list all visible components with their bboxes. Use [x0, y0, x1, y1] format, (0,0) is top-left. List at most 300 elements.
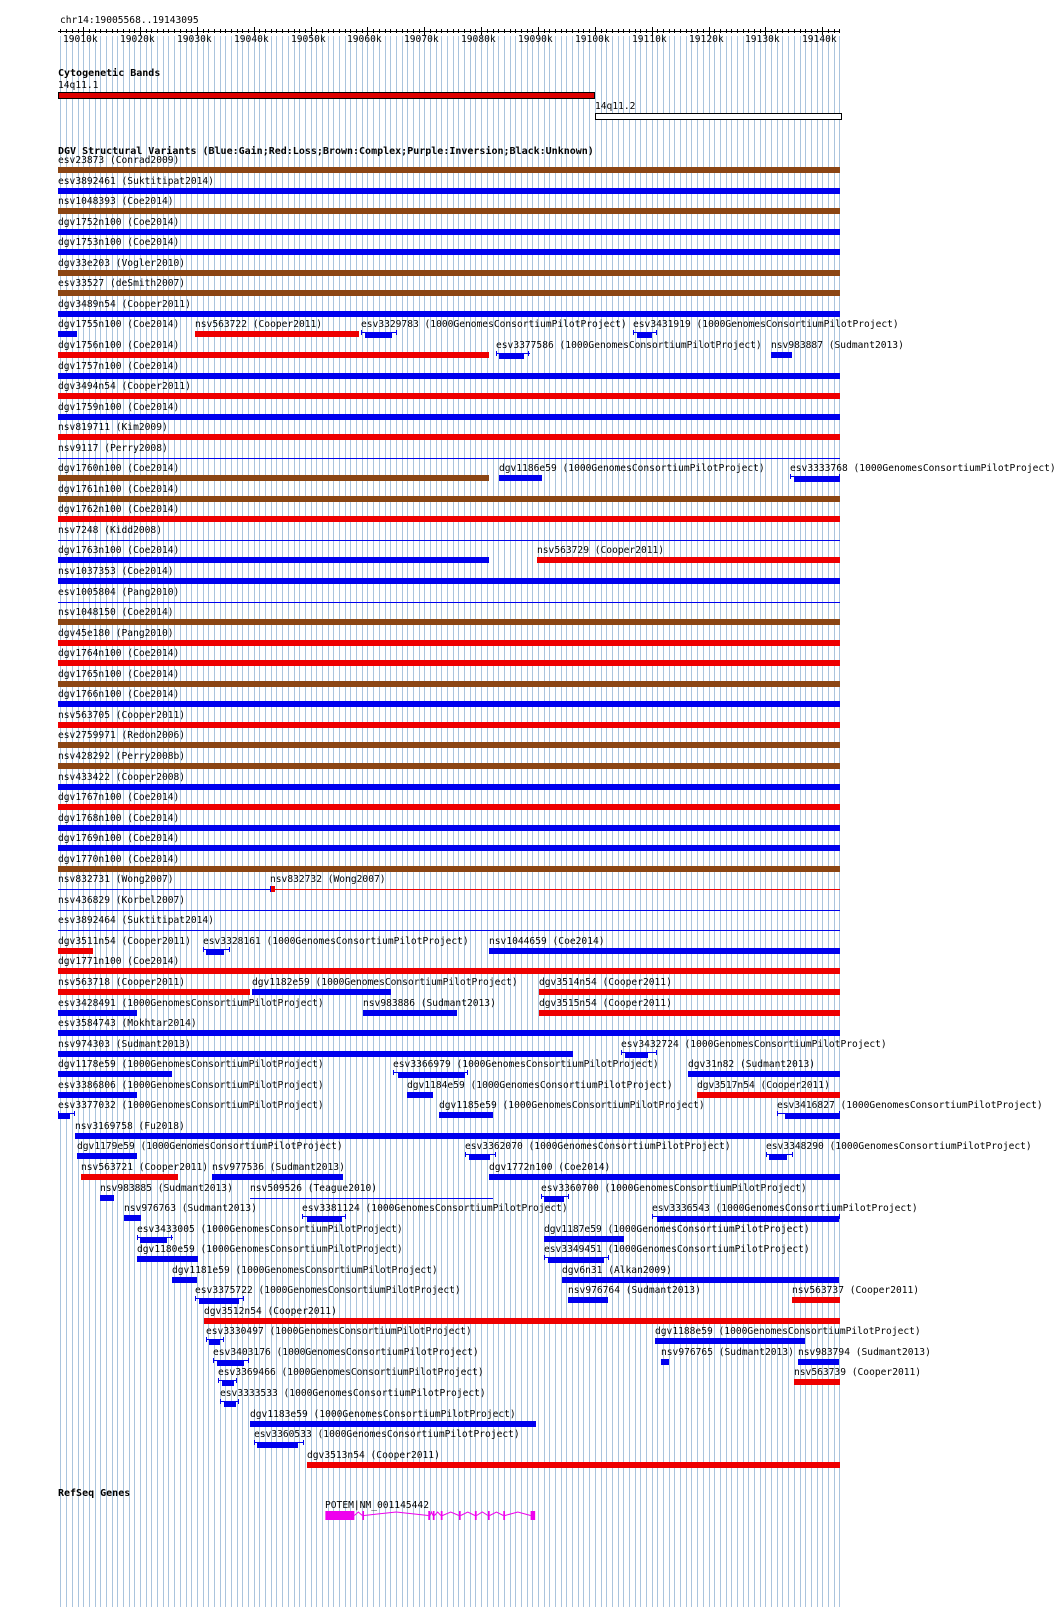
variant-bar[interactable] [489, 948, 840, 954]
gene-exon[interactable] [433, 1511, 435, 1520]
variant-block[interactable] [785, 1114, 840, 1119]
variant-block[interactable] [222, 1381, 234, 1386]
variant-bar[interactable] [58, 331, 77, 337]
variant-bar[interactable] [58, 1051, 573, 1057]
variant-bar[interactable] [58, 701, 840, 707]
gene-label: POTEM|NM_001145442 [325, 1500, 429, 1511]
ruler-minor-tick [839, 29, 840, 33]
ruler-minor-tick [760, 29, 761, 33]
variant-end-tick [303, 1440, 304, 1445]
variant-label: dgv3512n54 (Cooper2011) [204, 1306, 337, 1317]
variant-bar[interactable] [58, 578, 840, 584]
variant-label: dgv45e180 (Pang2010) [58, 628, 174, 639]
gene-exon[interactable] [531, 1511, 536, 1520]
variant-end-tick [790, 474, 791, 479]
variant-label: nsv1048150 (Coe2014) [58, 607, 174, 618]
variant-end-tick [656, 330, 657, 335]
variant-label: nsv1044659 (Coe2014) [489, 936, 605, 947]
variant-bar[interactable] [539, 989, 840, 995]
variant-bar[interactable] [58, 414, 840, 420]
ruler-minor-tick [720, 29, 721, 33]
ruler-tick-label: 19080k [461, 34, 496, 45]
variant-bar[interactable] [771, 352, 792, 358]
variant-bar[interactable] [58, 1010, 137, 1016]
variant-block[interactable] [58, 1114, 70, 1119]
variant-label: dgv1772n100 (Coe2014) [489, 1162, 611, 1173]
ruler-minor-tick [129, 29, 130, 33]
variant-label: esv3377586 (1000GenomesConsortiumPilotProject) [496, 340, 762, 351]
variant-bar[interactable] [798, 1359, 839, 1365]
variant-bar[interactable] [195, 331, 359, 337]
ruler-minor-tick [203, 29, 204, 33]
variant-bar[interactable] [58, 311, 840, 317]
ruler-minor-tick [385, 29, 386, 33]
ruler-tick-label: 19140k [802, 34, 837, 45]
variant-marker[interactable] [270, 886, 275, 892]
variant-bar[interactable] [58, 640, 840, 646]
variant-block[interactable] [544, 1197, 564, 1202]
variant-bar[interactable] [58, 458, 840, 459]
variant-end-tick [345, 1214, 346, 1219]
ruler-minor-tick [282, 29, 283, 33]
variant-label: nsv983886 (Sudmant2013) [363, 998, 496, 1009]
variant-bar[interactable] [58, 352, 489, 358]
variant-block[interactable] [307, 1217, 342, 1222]
variant-end-tick [467, 1070, 468, 1075]
variant-bar[interactable] [124, 1215, 141, 1221]
ruler-minor-tick [220, 29, 221, 33]
ruler-minor-tick [362, 29, 363, 33]
gene-exon[interactable] [503, 1511, 505, 1520]
ruler-minor-tick [532, 29, 533, 33]
ruler-minor-tick [413, 29, 414, 33]
gene-exon[interactable] [325, 1511, 354, 1520]
ruler-minor-tick [276, 29, 277, 33]
variant-label: nsv563722 (Cooper2011) [195, 319, 323, 330]
variant-end-tick [213, 1358, 214, 1363]
variant-bar[interactable] [58, 229, 840, 235]
variant-label: nsv433422 (Cooper2008) [58, 772, 186, 783]
variant-bar[interactable] [58, 910, 840, 911]
variant-block[interactable] [637, 333, 652, 338]
cytoband-label: 14q11.2 [595, 101, 636, 112]
ruler-minor-tick [788, 29, 789, 33]
gene-exon[interactable] [459, 1511, 461, 1520]
track-title-dgv[interactable]: DGV Structural Variants (Blue:Gain;Red:Loss;Brown:Complex;Purple:Inversion;Black:Unknown) [58, 146, 594, 157]
variant-end-tick [568, 1194, 569, 1199]
variant-block[interactable] [794, 477, 840, 482]
variant-label: esv3416827 (1000GenomesConsortiumPilotProject) [777, 1100, 1043, 1111]
ruler-minor-tick [697, 29, 698, 33]
variant-bar[interactable] [58, 930, 840, 931]
variant-bar[interactable] [407, 1092, 433, 1098]
variant-label: esv3329783 (1000GenomesConsortiumPilotProject) [361, 319, 627, 330]
variant-bar[interactable] [75, 1133, 840, 1139]
variant-label: dgv1763n100 (Coe2014) [58, 545, 180, 556]
variant-bar[interactable] [172, 1277, 197, 1283]
variant-label: nsv436829 (Korbel2007) [58, 895, 186, 906]
variant-bar[interactable] [58, 825, 840, 831]
variant-bar[interactable] [58, 1071, 172, 1077]
ruler-minor-tick [623, 29, 624, 33]
variant-bar[interactable] [81, 1174, 178, 1180]
variant-bar[interactable] [58, 866, 840, 872]
variant-label: dgv33e203 (Vogler2010) [58, 258, 186, 269]
ruler-minor-tick [356, 29, 357, 33]
variant-bar[interactable] [58, 496, 840, 502]
variant-label: esv3349451 (1000GenomesConsortiumPilotProject) [544, 1244, 810, 1255]
variant-label: esv3362070 (1000GenomesConsortiumPilotProject) [465, 1141, 731, 1152]
variant-bar[interactable] [58, 742, 840, 748]
ruler-minor-tick [402, 29, 403, 33]
variant-bar[interactable] [270, 889, 840, 890]
gene-model[interactable] [0, 1508, 890, 1532]
variant-block[interactable] [209, 1340, 220, 1345]
ruler-minor-tick [714, 29, 715, 33]
gene-exon[interactable] [428, 1511, 430, 1520]
ruler-minor-tick [686, 29, 687, 33]
ruler-minor-tick [248, 29, 249, 33]
ruler-minor-tick [225, 29, 226, 33]
ruler-tick-label: 19100k [575, 34, 610, 45]
variant-bar[interactable] [537, 557, 840, 563]
gene-intron [364, 1512, 428, 1516]
variant-end-tick [302, 1214, 303, 1219]
ruler-minor-tick [657, 29, 658, 33]
variant-label: esv3360700 (1000GenomesConsortiumPilotProject) [541, 1183, 807, 1194]
variant-bar[interactable] [58, 557, 489, 563]
variant-block[interactable] [199, 1299, 239, 1304]
variant-label: nsv428292 (Perry2008b) [58, 751, 186, 762]
ruler-minor-tick [583, 29, 584, 33]
variant-end-tick [220, 1399, 221, 1404]
cytoband-label: 14q11.1 [58, 80, 99, 91]
variant-block[interactable] [769, 1155, 787, 1160]
variant-bar[interactable] [58, 270, 840, 276]
ruler-minor-tick [629, 29, 630, 33]
variant-bar[interactable] [562, 1277, 839, 1283]
ruler-tick-label: 19050k [291, 34, 326, 45]
variant-bar[interactable] [58, 845, 840, 851]
variant-block[interactable] [499, 354, 524, 359]
ruler-minor-tick [208, 29, 209, 33]
ruler-minor-tick [333, 29, 334, 33]
ruler-minor-tick [95, 29, 96, 33]
variant-label: esv3333533 (1000GenomesConsortiumPilotProject) [220, 1388, 486, 1399]
ruler-minor-tick [237, 29, 238, 33]
variant-label: esv3433005 (1000GenomesConsortiumPilotProject) [137, 1224, 403, 1235]
variant-label: esv3360533 (1000GenomesConsortiumPilotProject) [254, 1429, 520, 1440]
track-title-refseq[interactable]: RefSeq Genes [58, 1488, 131, 1499]
ruler-minor-tick [112, 29, 113, 33]
variant-label: dgv1753n100 (Coe2014) [58, 237, 180, 248]
variant-label: nsv9117 (Perry2008) [58, 443, 168, 454]
variant-block[interactable] [657, 1217, 839, 1222]
variant-label: dgv1187e59 (1000GenomesConsortiumPilotProject) [544, 1224, 810, 1235]
gene-exon[interactable] [475, 1511, 477, 1520]
variant-bar[interactable] [539, 1010, 840, 1016]
ruler-minor-tick [493, 29, 494, 33]
gene-intron [505, 1512, 531, 1516]
ruler-minor-tick [811, 29, 812, 33]
ruler-minor-tick [748, 29, 749, 33]
ruler-minor-tick [373, 29, 374, 33]
variant-label: nsv976765 (Sudmant2013) [661, 1347, 794, 1358]
variant-block[interactable] [224, 1402, 236, 1407]
variant-label: dgv1188e59 (1000GenomesConsortiumPilotProject) [655, 1326, 921, 1337]
ruler-minor-tick [265, 29, 266, 33]
variant-bar[interactable] [697, 1092, 840, 1098]
variant-end-tick [206, 1337, 207, 1342]
variant-label: esv3432724 (1000GenomesConsortiumPilotProject) [621, 1039, 887, 1050]
variant-bar[interactable] [58, 373, 840, 379]
gene-exon[interactable] [362, 1511, 364, 1520]
ruler-minor-tick [669, 29, 670, 33]
ruler-minor-tick [737, 29, 738, 33]
ruler-minor-tick [640, 29, 641, 33]
variant-end-tick [254, 1440, 255, 1445]
ruler-minor-tick [288, 29, 289, 33]
ruler-minor-tick [305, 29, 306, 33]
variant-bar[interactable] [58, 784, 840, 790]
variant-bar[interactable] [58, 948, 93, 954]
variant-bar[interactable] [58, 208, 840, 214]
variant-label: dgv1761n100 (Coe2014) [58, 484, 180, 495]
gene-intron [354, 1512, 362, 1516]
variant-block[interactable] [206, 950, 224, 955]
variant-label: dgv1762n100 (Coe2014) [58, 504, 180, 515]
ruler-minor-tick [146, 29, 147, 33]
variant-bar[interactable] [544, 1236, 624, 1242]
ruler-minor-tick [743, 29, 744, 33]
variant-bar[interactable] [688, 1071, 840, 1077]
variant-label: dgv1764n100 (Coe2014) [58, 648, 180, 659]
ruler-minor-tick [390, 29, 391, 33]
ruler-minor-tick [504, 29, 505, 33]
variant-label: dgv6n31 (Alkan2009) [562, 1265, 672, 1276]
variant-bar[interactable] [58, 763, 840, 769]
variant-block[interactable] [217, 1361, 244, 1366]
variant-bar[interactable] [489, 1174, 840, 1180]
variant-label: esv3892464 (Suktitipat2014) [58, 915, 214, 926]
variant-end-tick [656, 1050, 657, 1055]
region-label: chr14:19005568..19143095 [60, 15, 199, 26]
ruler-tick-label: 19030k [177, 34, 212, 45]
ruler-minor-tick [680, 29, 681, 33]
ruler-minor-tick [515, 29, 516, 33]
variant-label: nsv832732 (Wong2007) [270, 874, 386, 885]
variant-bar[interactable] [655, 1338, 805, 1344]
ruler-minor-tick [350, 29, 351, 33]
variant-bar[interactable] [58, 167, 840, 173]
variant-label: dgv3494n54 (Cooper2011) [58, 381, 191, 392]
variant-bar[interactable] [204, 1318, 840, 1324]
variant-label: esv23873 (Conrad2009) [58, 155, 180, 166]
variant-bar[interactable] [100, 1195, 114, 1201]
variant-end-tick [608, 1255, 609, 1260]
variant-bar[interactable] [250, 1198, 493, 1199]
variant-label: esv3381124 (1000GenomesConsortiumPilotProject) [302, 1203, 568, 1214]
variant-bar[interactable] [58, 393, 840, 399]
variant-bar[interactable] [77, 1153, 137, 1159]
variant-label: esv3348290 (1000GenomesConsortiumPilotProject) [766, 1141, 1032, 1152]
variant-bar[interactable] [137, 1256, 198, 1262]
ruler-minor-tick [231, 29, 232, 33]
ruler-axis [58, 31, 840, 32]
ruler-minor-tick [635, 29, 636, 33]
variant-end-tick [195, 1296, 196, 1301]
ruler-minor-tick [663, 29, 664, 33]
ruler-minor-tick [345, 29, 346, 33]
variant-label: dgv1767n100 (Coe2014) [58, 792, 180, 803]
ruler-minor-tick [100, 29, 101, 33]
variant-label: dgv1765n100 (Coe2014) [58, 669, 180, 680]
variant-bar[interactable] [212, 1174, 343, 1180]
variant-end-tick [203, 947, 204, 952]
variant-label: dgv1178e59 (1000GenomesConsortiumPilotProject) [58, 1059, 324, 1070]
ruler-minor-tick [487, 29, 488, 33]
variant-bar[interactable] [499, 475, 542, 481]
variant-bar[interactable] [568, 1297, 608, 1303]
variant-label: dgv1756n100 (Coe2014) [58, 340, 180, 351]
variant-bar[interactable] [58, 889, 270, 890]
ruler-minor-tick [174, 29, 175, 33]
ruler-minor-tick [106, 29, 107, 33]
variant-label: dgv3513n54 (Cooper2011) [307, 1450, 440, 1461]
variant-bar[interactable] [58, 249, 840, 255]
variant-bar[interactable] [58, 989, 250, 995]
variant-bar[interactable] [792, 1297, 840, 1303]
variant-label: esv3431919 (1000GenomesConsortiumPilotProject) [633, 319, 899, 330]
variant-bar[interactable] [58, 660, 840, 666]
variant-label: dgv1185e59 (1000GenomesConsortiumPilotProject) [439, 1100, 705, 1111]
ruler-minor-tick [123, 29, 124, 33]
ruler-minor-tick [612, 29, 613, 33]
cytoband[interactable] [595, 113, 842, 120]
ruler-minor-tick [475, 29, 476, 33]
variant-end-tick [465, 1152, 466, 1157]
variant-bar[interactable] [58, 290, 840, 296]
ruler-minor-tick [316, 29, 317, 33]
variant-bar[interactable] [58, 1030, 840, 1036]
variant-bar[interactable] [58, 804, 840, 810]
variant-bar[interactable] [58, 434, 840, 440]
ruler-minor-tick [572, 29, 573, 33]
variant-end-tick [74, 1111, 75, 1116]
cytoband[interactable] [58, 92, 595, 99]
variant-bar[interactable] [58, 1092, 137, 1098]
variant-label: dgv1759n100 (Coe2014) [58, 402, 180, 413]
variant-label: nsv563705 (Cooper2011) [58, 710, 186, 721]
variant-bar[interactable] [794, 1379, 840, 1385]
variant-block[interactable] [140, 1238, 167, 1243]
variant-end-tick [528, 351, 529, 356]
ruler-minor-tick [578, 29, 579, 33]
variant-label: nsv563718 (Cooper2011) [58, 977, 186, 988]
variant-bar[interactable] [363, 1010, 457, 1016]
variant-bar[interactable] [307, 1462, 840, 1468]
ruler-minor-tick [117, 29, 118, 33]
variant-label: esv3428491 (1000GenomesConsortiumPilotProject) [58, 998, 324, 1009]
ruler-minor-tick [646, 29, 647, 33]
ruler-minor-tick [754, 29, 755, 33]
variant-label: dgv1769n100 (Coe2014) [58, 833, 180, 844]
variant-end-tick [248, 1358, 249, 1363]
ruler-minor-tick [78, 29, 79, 33]
ruler-tick-label: 19060k [347, 34, 382, 45]
variant-end-tick [218, 1378, 219, 1383]
ruler-minor-tick [419, 29, 420, 33]
ruler-minor-tick [60, 29, 61, 33]
gene-exon[interactable] [488, 1511, 490, 1520]
variant-block[interactable] [469, 1155, 490, 1160]
variant-end-tick [839, 1214, 840, 1219]
variant-bar[interactable] [58, 188, 840, 194]
variant-bar[interactable] [58, 516, 840, 522]
variant-label: esv3892461 (Suktitipat2014) [58, 176, 214, 187]
variant-block[interactable] [398, 1073, 465, 1078]
ruler-minor-tick [674, 29, 675, 33]
ruler-minor-tick [470, 29, 471, 33]
ruler-minor-tick [606, 29, 607, 33]
variant-end-tick [544, 1255, 545, 1260]
variant-label: nsv819711 (Kim2009) [58, 422, 168, 433]
ruler-minor-tick [544, 29, 545, 33]
track-title-cytoband[interactable]: Cytogenetic Bands [58, 68, 161, 79]
variant-bar[interactable] [58, 602, 840, 603]
variant-block[interactable] [365, 333, 392, 338]
gene-intron [442, 1512, 458, 1516]
gene-exon[interactable] [441, 1511, 443, 1520]
variant-label: dgv1182e59 (1000GenomesConsortiumPilotProject) [252, 977, 518, 988]
variant-label: dgv3489n54 (Cooper2011) [58, 299, 191, 310]
ruler-minor-tick [407, 29, 408, 33]
variant-bar[interactable] [250, 1421, 536, 1427]
ruler-minor-tick [703, 29, 704, 33]
ruler-minor-tick [777, 29, 778, 33]
ruler-minor-tick [151, 29, 152, 33]
ruler-minor-tick [566, 29, 567, 33]
variant-bar[interactable] [439, 1112, 493, 1118]
variant-bar[interactable] [252, 989, 391, 995]
variant-bar[interactable] [58, 968, 840, 974]
variant-end-tick [361, 330, 362, 335]
variant-label: nsv1037353 (Coe2014) [58, 566, 174, 577]
variant-bar[interactable] [58, 475, 489, 481]
variant-label: dgv1766n100 (Coe2014) [58, 689, 180, 700]
variant-bar[interactable] [58, 722, 840, 728]
variant-block[interactable] [625, 1053, 648, 1058]
variant-bar[interactable] [58, 619, 840, 625]
variant-bar[interactable] [58, 540, 840, 541]
ruler-minor-tick [561, 29, 562, 33]
variant-block[interactable] [548, 1258, 604, 1263]
variant-label: dgv1186e59 (1000GenomesConsortiumPilotProject) [499, 463, 765, 474]
variant-end-tick [229, 947, 230, 952]
ruler-minor-tick [527, 29, 528, 33]
ruler-minor-tick [214, 29, 215, 33]
variant-label: nsv832731 (Wong2007) [58, 874, 174, 885]
ruler-minor-tick [453, 29, 454, 33]
ruler-minor-tick [782, 29, 783, 33]
variant-bar[interactable] [661, 1359, 669, 1365]
variant-bar[interactable] [58, 681, 840, 687]
variant-label: dgv1770n100 (Coe2014) [58, 854, 180, 865]
gene-intron [461, 1512, 475, 1516]
variant-block[interactable] [257, 1443, 298, 1448]
ruler-tick-label: 19090k [518, 34, 553, 45]
ruler-tick-label: 19070k [404, 34, 439, 45]
